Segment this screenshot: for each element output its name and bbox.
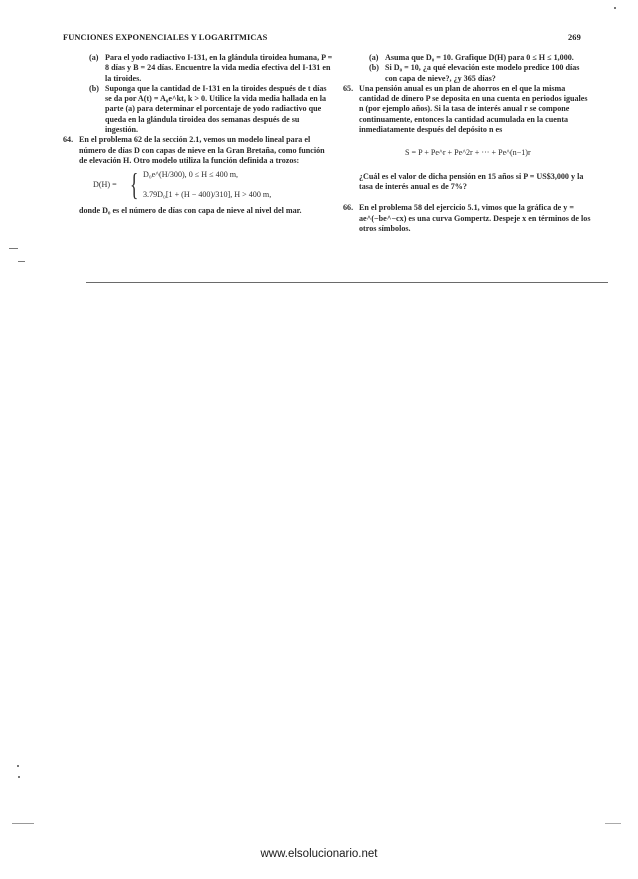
- problem-64b-label: (b): [369, 63, 379, 73]
- problem-64: [63, 135, 333, 166]
- footer-url: www.elsolucionario.net: [260, 848, 378, 860]
- problem-64-label: 64.: [63, 135, 74, 145]
- left-column: [63, 53, 333, 217]
- problem-64b: [343, 63, 593, 84]
- problem-65-term: pensión anual: [375, 83, 424, 93]
- page-number: 269: [568, 33, 581, 42]
- equation-case-2: 3.79D₀[1 + (H − 400)/310], H > 400 m,: [143, 190, 272, 200]
- problem-65-question: ¿Cuál es el valor de dicha pensión en 15 años si P = US$3,000 y la tasa de interés anual es de 7%?: [359, 171, 584, 191]
- scan-mark: [12, 823, 34, 824]
- problem-64b-text: Si D₀ = 10, ¿a qué elevación este modelo predice 100 días con capa de nieve?, ¿y 365 días?: [385, 63, 580, 83]
- problem-66-text: En el problema 58 del ejercicio 5.1, vimos que la gráfica de y = ae^(−be^−cx) es una curva Gompertz. Despeje x en términos de los otros símbolos.: [359, 203, 591, 233]
- scan-mark: [614, 7, 616, 9]
- problem-63b-label: (b): [89, 83, 99, 93]
- annuity-equation: S = P + Pe^r + Pe^2r + ··· + Pe^(n−1)r: [405, 148, 531, 158]
- problem-64-continuation: donde D₀ es el número de días con capa de nieve al nivel del mar.: [79, 206, 302, 216]
- problem-64-text: En el problema 62 de la sección 2.1, vemos un modelo lineal para el número de días D con capas de nieve en la Gran Bretaña, como función de elevación H. Otro modelo utiliza la función definida a trozos:: [79, 135, 325, 165]
- problem-63b: [63, 84, 333, 135]
- equation-case-1: D₀e^(H/300), 0 ≤ H ≤ 400 m,: [143, 170, 239, 180]
- scan-mark: [17, 765, 19, 767]
- equation-lhs: D(H) =: [93, 180, 117, 190]
- piecewise-equation: [63, 166, 333, 206]
- equation-brace: {: [130, 166, 139, 203]
- problem-64a: [343, 53, 593, 63]
- problem-63a-text: Para el yodo radiactivo I-131, en la glándula tiroidea humana, P = 8 días y B = 24 días. Encuentre la vida media efectiva del I-131 en la tiroides.: [105, 53, 333, 83]
- column-end-rule: [86, 282, 608, 283]
- running-title: FUNCIONES EXPONENCIALES Y LOGARITMICAS: [63, 33, 268, 42]
- problem-63a: [63, 53, 333, 84]
- problem-65-label: 65.: [343, 83, 354, 93]
- problem-63b-text: Suponga que la cantidad de I-131 en la tiroides después de t días se da por A(t) = A₀e^kt, k > 0. Utilice la vida media hallada en la parte (a) para determinar el porcentaje de yodo radiactivo que queda en la glándula tiroidea dos semanas después de su ingestión.: [105, 83, 327, 135]
- problem-64a-label: (a): [369, 53, 379, 62]
- scan-mark: [9, 248, 18, 249]
- problem-63a-label: (a): [89, 53, 99, 62]
- problem-66-label: 66.: [343, 203, 354, 213]
- scan-mark: [18, 776, 20, 778]
- problem-65: [343, 84, 593, 135]
- problem-64a-text: Asuma que D₀ = 10. Grafique D(H) para 0 ≤ H ≤ 1,000.: [385, 53, 574, 62]
- problem-65-text-a: Una: [359, 83, 376, 93]
- problem-66: [343, 203, 593, 234]
- problem-65-text-b: es un plan de ahorros en el que la misma cantidad de dinero P se deposita en una cuenta en periodos iguales n (por ejemplo años). Si la tasa de interés anual r se compone continuamente, entonces la cantidad acumulada en la cuenta inmediatamente después del depósito n es: [359, 83, 588, 135]
- scan-mark: [605, 823, 621, 824]
- scan-mark: [18, 261, 25, 262]
- right-column: [343, 53, 593, 234]
